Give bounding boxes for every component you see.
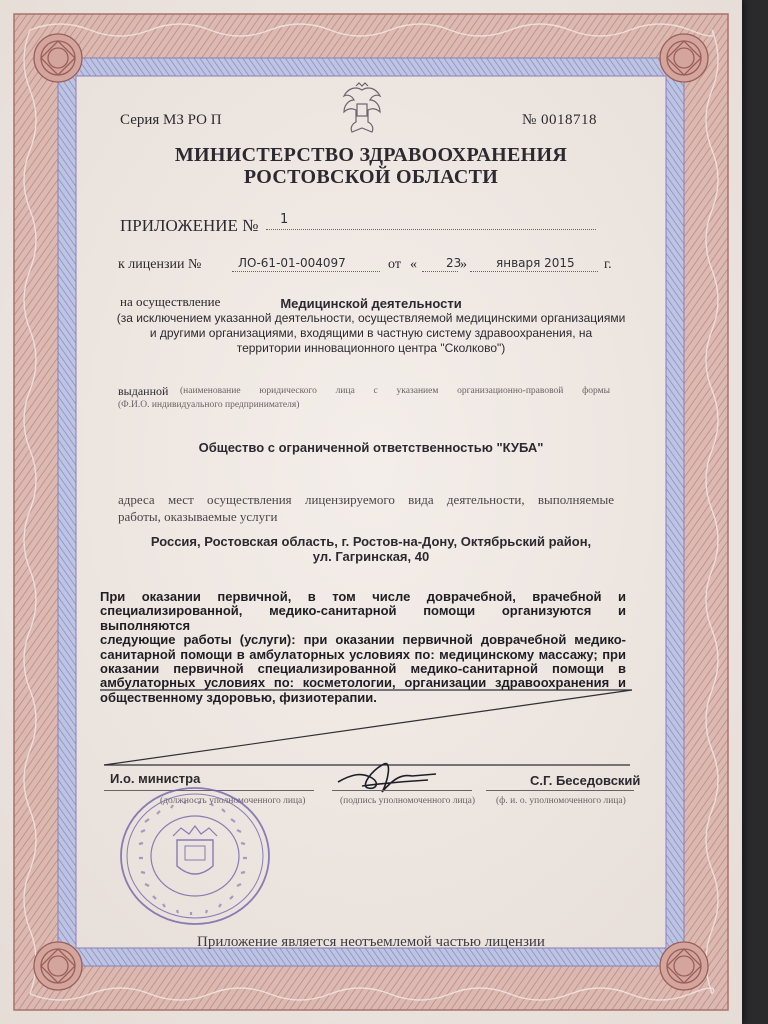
license-quote-close: » — [460, 257, 467, 272]
services-line: оказании первичной специализированной медико-санитарной помощи в — [100, 661, 626, 677]
ministry-title: МИНИСТЕРСТВО ЗДРАВООХРАНЕНИЯ — [174, 144, 568, 166]
address-line1: Россия, Ростовская область, г. Ростов-на-Дону, Октябрьский район, — [150, 534, 592, 549]
activity-title: Медицинской деятельности — [280, 296, 462, 311]
license-year-suffix: г. — [604, 257, 612, 272]
company-name: Общество с ограниченной ответственностью "КУБА" — [198, 440, 544, 455]
license-from-label: от — [388, 257, 401, 272]
signer-name: С.Г. Беседовский — [530, 773, 641, 788]
services-line: следующие работы (услуги): при оказании первичной доврачебной медико- — [100, 632, 626, 648]
signature-hint: (подпись уполномоченного лица) — [340, 796, 476, 806]
services-line: специализированной, медико-санитарной помощи организуются и выполняются — [100, 603, 626, 633]
license-prefix: к лицензии № — [118, 257, 202, 272]
license-number: ЛО-61-01-004097 — [238, 256, 346, 270]
handwritten-signature — [332, 752, 442, 802]
name-hint: (ф. и. о. уполномоченного лица) — [496, 796, 626, 806]
footer-note: Приложение является неотъемлемой частью лицензии — [197, 934, 545, 950]
issued-label: выданной — [118, 384, 169, 398]
activity-scope-line: и другими организациями, входящими в частную систему здравоохранения, на — [149, 326, 593, 340]
activity-scope-line: (за исключением указанной деятельности, осуществляемой медицинскими организациями — [116, 311, 626, 325]
appendix-label: ПРИЛОЖЕНИЕ № — [120, 216, 259, 235]
name-underline — [486, 790, 634, 791]
address-line2: ул. Гагринская, 40 — [312, 549, 430, 564]
activity-label: на осуществление — [120, 294, 221, 309]
services-line: При оказании первичной, в том числе доврачебной, врачебной и — [100, 589, 626, 604]
activity-scope-line: территории инновационного центра "Сколково") — [236, 341, 506, 355]
signer-position: И.о. министра — [110, 771, 201, 786]
series-label: Серия МЗ РО П — [120, 112, 222, 128]
services-line: амбулаторных условиях по: косметологии, организации здравоохранения и — [100, 675, 626, 691]
official-stamp — [115, 782, 275, 930]
ministry-region: РОСТОВСКОЙ ОБЛАСТИ — [243, 166, 499, 188]
position-hint: (должность уполномоченного лица) — [160, 796, 306, 806]
appendix-number: 1 — [280, 212, 289, 227]
issued-hint-line1: (наименование юридического лица с указанием организационно-правовой формы — [180, 386, 610, 396]
license-day: 23 — [446, 256, 462, 270]
form-number: № 0018718 — [522, 112, 598, 128]
services-line: общественному здоровью, физиотерапии. — [100, 689, 377, 705]
services-line: санитарной помощи в амбулаторных условиях по: медицинскому массажу; при — [100, 646, 626, 662]
license-month-year: января 2015 — [496, 256, 575, 270]
addresses-label-line2: работы, оказываемые услуги — [118, 509, 278, 524]
addresses-label-line1: адреса мест осуществления лицензируемого вида деятельности, выполняемые — [118, 492, 614, 507]
issued-hint-line2: (Ф.И.О. индивидуального предпринимателя) — [118, 400, 300, 410]
license-quote-open: « — [410, 257, 417, 272]
signature-underline — [332, 790, 472, 791]
